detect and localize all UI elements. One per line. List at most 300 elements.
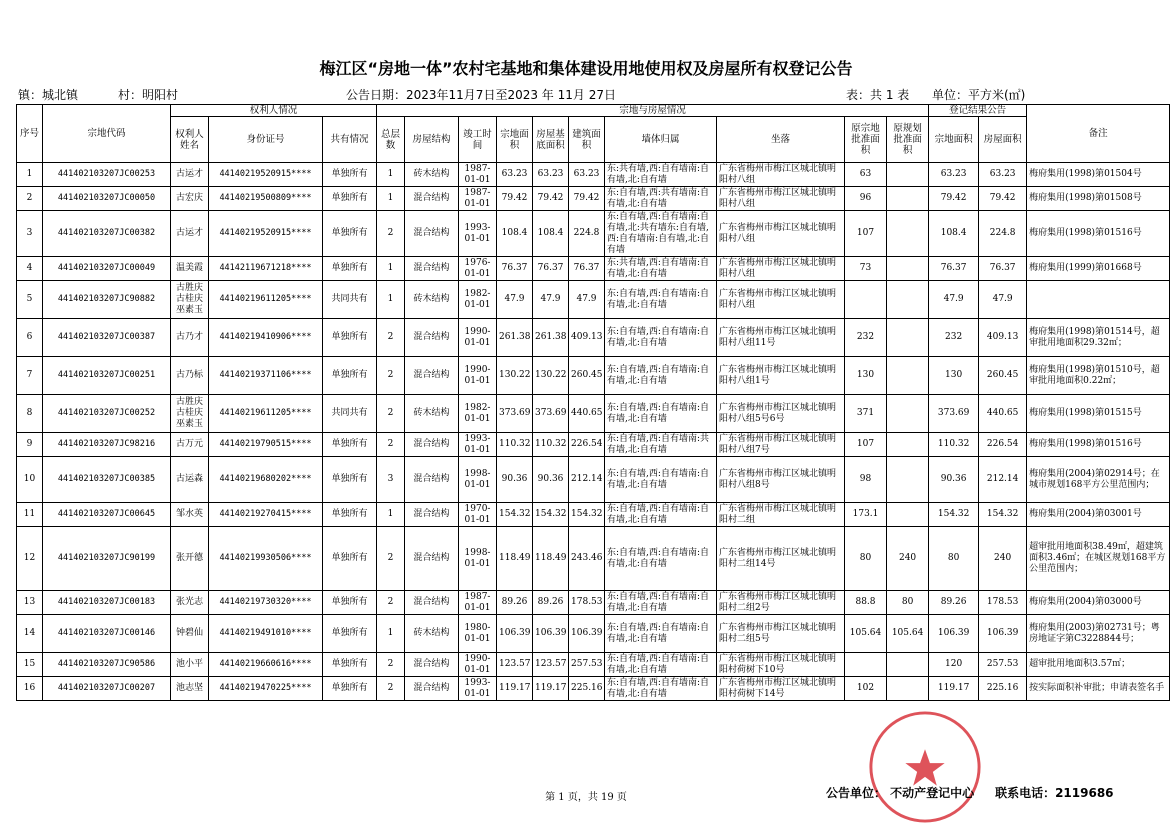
- cell-res-land: 119.17: [929, 677, 979, 701]
- cell-id: 44140219270415****: [209, 503, 323, 527]
- cell-completed: 1970-01-01: [459, 503, 497, 527]
- cell-orig-plan: [887, 653, 929, 677]
- cell-res-land: 154.32: [929, 503, 979, 527]
- cell-completed: 1990-01-01: [459, 653, 497, 677]
- cell-res-land: 373.69: [929, 395, 979, 433]
- cell-build-area: 409.13: [569, 319, 605, 357]
- cell-completed: 1976-01-01: [459, 257, 497, 281]
- cell-structure: 混合结构: [405, 211, 459, 257]
- cell-name: 张开德: [171, 527, 209, 591]
- cell-id: 44140219611205****: [209, 281, 323, 319]
- cell-floors: 2: [377, 319, 405, 357]
- header-orig-land: 原宗地批准面积: [845, 117, 887, 163]
- cell-wall: 东:共有墙,西:自有墙南:自有墙,北:自有墙: [605, 163, 717, 187]
- cell-floors: 1: [377, 257, 405, 281]
- cell-remark: 梅府集用(2004)第03000号: [1027, 591, 1170, 615]
- cell-orig-land: 173.1: [845, 503, 887, 527]
- header-result-group: 登记结果公告: [929, 105, 1027, 117]
- cell-orig-plan: [887, 395, 929, 433]
- cell-seq: 7: [17, 357, 43, 395]
- cell-floors: 2: [377, 677, 405, 701]
- table-row: [17, 257, 1170, 281]
- cell-res-land: 63.23: [929, 163, 979, 187]
- cell-build-area: 63.23: [569, 163, 605, 187]
- cell-land-area: 110.32: [497, 433, 533, 457]
- cell-floors: 2: [377, 211, 405, 257]
- header-res-house: 房屋面积: [979, 117, 1027, 163]
- cell-floors: 2: [377, 357, 405, 395]
- table-row: [17, 653, 1170, 677]
- cell-location: 广东省梅州市梅江区城北镇明阳村八组: [717, 163, 845, 187]
- cell-share: 单独所有: [323, 319, 377, 357]
- cell-res-house: 154.32: [979, 503, 1027, 527]
- cell-code: 441402103207JC00207: [43, 677, 171, 701]
- cell-orig-land: 102: [845, 677, 887, 701]
- cell-completed: 1993-01-01: [459, 433, 497, 457]
- cell-location: 广东省梅州市梅江区城北镇明阳村二组14号: [717, 527, 845, 591]
- cell-code: 441402103207JC00146: [43, 615, 171, 653]
- cell-orig-land: 88.8: [845, 591, 887, 615]
- cell-res-land: 130: [929, 357, 979, 395]
- cell-res-house: 79.42: [979, 187, 1027, 211]
- cell-orig-plan: [887, 677, 929, 701]
- header-wall: 墙体归属: [605, 117, 717, 163]
- cell-res-house: 440.65: [979, 395, 1027, 433]
- unit-label: 单位：平方米(㎡): [932, 88, 1026, 102]
- cell-remark: 梅府集用(2004)第03001号: [1027, 503, 1170, 527]
- header-rights-group: 权利人情况: [171, 105, 377, 117]
- cell-orig-plan: [887, 503, 929, 527]
- cell-floors: 1: [377, 615, 405, 653]
- header-share: 共有情况: [323, 117, 377, 163]
- cell-land-area: 154.32: [497, 503, 533, 527]
- cell-wall: 东:自有墙,西:自有墙南:自有墙,北:自有墙: [605, 503, 717, 527]
- cell-wall: 东:自有墙,西:自有墙南:自有墙,北:自有墙: [605, 319, 717, 357]
- cell-share: 单独所有: [323, 211, 377, 257]
- cell-location: 广东省梅州市梅江区城北镇明阳村八组: [717, 281, 845, 319]
- cell-base-area: 118.49: [533, 527, 569, 591]
- cell-id: 44140219371106****: [209, 357, 323, 395]
- cell-seq: 5: [17, 281, 43, 319]
- cell-orig-land: [845, 281, 887, 319]
- cell-remark: 梅府集用(2003)第02731号；粤房地证字第C3228844号；: [1027, 615, 1170, 653]
- cell-orig-land: 80: [845, 527, 887, 591]
- cell-orig-land: 107: [845, 433, 887, 457]
- cell-floors: 3: [377, 457, 405, 503]
- cell-id: 44140219470225****: [209, 677, 323, 701]
- cell-structure: 混合结构: [405, 677, 459, 701]
- table-row: [17, 319, 1170, 357]
- table-row: [17, 395, 1170, 433]
- cell-completed: 1990-01-01: [459, 357, 497, 395]
- cell-orig-plan: [887, 187, 929, 211]
- cell-remark: 按实际面积补审批；申请表签名手: [1027, 677, 1170, 701]
- header-land-area: 宗地面积: [497, 117, 533, 163]
- header-structure: 房屋结构: [405, 117, 459, 163]
- cell-remark: 超审批用地面积38.49㎡，超建筑面积3.46㎡；在城区规划168平方公里范围内；: [1027, 527, 1170, 591]
- table-row: [17, 527, 1170, 591]
- cell-name: 古乃才: [171, 319, 209, 357]
- cell-res-house: 106.39: [979, 615, 1027, 653]
- cell-orig-plan: [887, 257, 929, 281]
- cell-name: 邹水英: [171, 503, 209, 527]
- cell-base-area: 154.32: [533, 503, 569, 527]
- cell-location: 广东省梅州市梅江区城北镇明阳村八组5号6号: [717, 395, 845, 433]
- cell-location: 广东省梅州市梅江区城北镇明阳村二组5号: [717, 615, 845, 653]
- cell-location: 广东省梅州市梅江区城北镇明阳村八组7号: [717, 433, 845, 457]
- cell-name: 池志坚: [171, 677, 209, 701]
- cell-remark: 超审批用地面积3.57㎡；: [1027, 653, 1170, 677]
- cell-seq: 13: [17, 591, 43, 615]
- cell-remark: 梅府集用(1998)第01516号: [1027, 211, 1170, 257]
- cell-orig-plan: [887, 357, 929, 395]
- cell-name: 古运才: [171, 163, 209, 187]
- cell-build-area: 440.65: [569, 395, 605, 433]
- cell-orig-plan: 80: [887, 591, 929, 615]
- cell-floors: 2: [377, 591, 405, 615]
- cell-res-land: 79.42: [929, 187, 979, 211]
- cell-seq: 1: [17, 163, 43, 187]
- cell-res-land: 47.9: [929, 281, 979, 319]
- cell-res-house: 178.53: [979, 591, 1027, 615]
- cell-res-land: 120: [929, 653, 979, 677]
- cell-structure: 混合结构: [405, 457, 459, 503]
- cell-wall: 东:自有墙,西:自有墙南:自有墙,北:自有墙: [605, 357, 717, 395]
- cell-location: 广东省梅州市梅江区城北镇明阳村荷树下14号: [717, 677, 845, 701]
- cell-seq: 14: [17, 615, 43, 653]
- cell-location: 广东省梅州市梅江区城北镇明阳村八组: [717, 211, 845, 257]
- cell-code: 441402103207JC98216: [43, 433, 171, 457]
- cell-structure: 砖木结构: [405, 615, 459, 653]
- table-row: [17, 187, 1170, 211]
- cell-orig-plan: [887, 319, 929, 357]
- footer-info: [826, 784, 1114, 801]
- cell-build-area: 106.39: [569, 615, 605, 653]
- cell-base-area: 373.69: [533, 395, 569, 433]
- cell-base-area: 119.17: [533, 677, 569, 701]
- table-row: [17, 457, 1170, 503]
- cell-base-area: 130.22: [533, 357, 569, 395]
- cell-code: 441402103207JC00183: [43, 591, 171, 615]
- cell-build-area: 224.8: [569, 211, 605, 257]
- cell-res-land: 89.26: [929, 591, 979, 615]
- cell-orig-land: 232: [845, 319, 887, 357]
- cell-code: 441402103207JC90199: [43, 527, 171, 591]
- page-title: 梅江区“房地一体”农村宅基地和集体建设用地使用权及房屋所有权登记公告: [319, 59, 853, 78]
- header-id: 身份证号: [209, 117, 323, 163]
- cell-name: 古万元: [171, 433, 209, 457]
- cell-base-area: 106.39: [533, 615, 569, 653]
- cell-remark: 梅府集用(1998)第01508号: [1027, 187, 1170, 211]
- header-land-group: 宗地与房屋情况: [377, 105, 929, 117]
- cell-remark: 梅府集用(1998)第01504号: [1027, 163, 1170, 187]
- cell-orig-land: 63: [845, 163, 887, 187]
- header-floors: 总层数: [377, 117, 405, 163]
- cell-res-land: 232: [929, 319, 979, 357]
- cell-build-area: 225.16: [569, 677, 605, 701]
- header-code: 宗地代码: [43, 105, 171, 163]
- cell-completed: 1993-01-01: [459, 677, 497, 701]
- cell-completed: 1990-01-01: [459, 319, 497, 357]
- cell-res-land: 80: [929, 527, 979, 591]
- cell-res-land: 106.39: [929, 615, 979, 653]
- cell-seq: 10: [17, 457, 43, 503]
- cell-location: 广东省梅州市梅江区城北镇明阳村二组2号: [717, 591, 845, 615]
- cell-name: 古宏庆: [171, 187, 209, 211]
- cell-orig-land: 98: [845, 457, 887, 503]
- cell-wall: 东:自有墙,西:自有墙南:自有墙,北:自有墙: [605, 527, 717, 591]
- cell-name: 古运才: [171, 211, 209, 257]
- cell-remark: [1027, 281, 1170, 319]
- cell-res-house: 257.53: [979, 653, 1027, 677]
- cell-land-area: 89.26: [497, 591, 533, 615]
- header-name: 权利人姓名: [171, 117, 209, 163]
- cell-name: 池小平: [171, 653, 209, 677]
- cell-code: 441402103207JC90882: [43, 281, 171, 319]
- cell-land-area: 63.23: [497, 163, 533, 187]
- cell-build-area: 226.54: [569, 433, 605, 457]
- cell-orig-plan: [887, 433, 929, 457]
- cell-res-house: 226.54: [979, 433, 1027, 457]
- header-base-area: 房屋基底面积: [533, 117, 569, 163]
- cell-land-area: 119.17: [497, 677, 533, 701]
- cell-id: 44140219520915****: [209, 163, 323, 187]
- table-row: [17, 503, 1170, 527]
- sheet-count: 表：共 1 表: [846, 88, 910, 102]
- announcement-date: 公告日期：2023年11月7日至2023 年 11月 27日: [346, 88, 616, 102]
- cell-remark: 梅府集用(2004)第02914号；在城市规划168平方公里范围内；: [1027, 457, 1170, 503]
- table-row: [17, 211, 1170, 257]
- cell-share: 单独所有: [323, 677, 377, 701]
- table-row: [17, 281, 1170, 319]
- cell-seq: 15: [17, 653, 43, 677]
- cell-name: 古胜庆古桂庆巫素玉: [171, 395, 209, 433]
- cell-completed: 1980-01-01: [459, 615, 497, 653]
- cell-build-area: 178.53: [569, 591, 605, 615]
- cell-seq: 3: [17, 211, 43, 257]
- cell-name: 温美霞: [171, 257, 209, 281]
- cell-structure: 混合结构: [405, 187, 459, 211]
- cell-share: 单独所有: [323, 503, 377, 527]
- cell-completed: 1982-01-01: [459, 395, 497, 433]
- cell-build-area: 212.14: [569, 457, 605, 503]
- cell-code: 441402103207JC00049: [43, 257, 171, 281]
- cell-build-area: 76.37: [569, 257, 605, 281]
- cell-remark: 梅府集用(1998)第01514号，超审批用地面积29.32㎡；: [1027, 319, 1170, 357]
- cell-floors: 2: [377, 433, 405, 457]
- registration-table: [16, 104, 1170, 701]
- cell-build-area: 79.42: [569, 187, 605, 211]
- cell-wall: 东:自有墙,西:自有墙南:自有墙,北:自有墙: [605, 281, 717, 319]
- cell-name: 古运森: [171, 457, 209, 503]
- cell-structure: 混合结构: [405, 433, 459, 457]
- cell-res-land: 110.32: [929, 433, 979, 457]
- cell-code: 441402103207JC00382: [43, 211, 171, 257]
- cell-share: 单独所有: [323, 163, 377, 187]
- cell-structure: 混合结构: [405, 319, 459, 357]
- cell-res-house: 76.37: [979, 257, 1027, 281]
- cell-base-area: 63.23: [533, 163, 569, 187]
- publishing-unit: 公告单位： 不动产登记中心: [826, 786, 975, 800]
- cell-seq: 8: [17, 395, 43, 433]
- cell-share: 单独所有: [323, 615, 377, 653]
- table-row: [17, 677, 1170, 701]
- cell-res-house: 240: [979, 527, 1027, 591]
- cell-base-area: 47.9: [533, 281, 569, 319]
- cell-completed: 1987-01-01: [459, 163, 497, 187]
- cell-name: 古乃标: [171, 357, 209, 395]
- cell-id: 44140219500809****: [209, 187, 323, 211]
- cell-share: 单独所有: [323, 591, 377, 615]
- cell-wall: 东:自有墙,西:自有墙南:自有墙,北:自有墙: [605, 591, 717, 615]
- cell-build-area: 154.32: [569, 503, 605, 527]
- cell-wall: 东:自有墙,西:自有墙南:共有墙,北:自有墙: [605, 433, 717, 457]
- cell-id: 44140219930506****: [209, 527, 323, 591]
- cell-land-area: 118.49: [497, 527, 533, 591]
- cell-floors: 2: [377, 527, 405, 591]
- cell-id: 44140219790515****: [209, 433, 323, 457]
- cell-land-area: 90.36: [497, 457, 533, 503]
- cell-seq: 6: [17, 319, 43, 357]
- cell-wall: 东:自有墙,西:自有墙南:自有墙,北:自有墙: [605, 395, 717, 433]
- cell-res-house: 409.13: [979, 319, 1027, 357]
- cell-share: 共同共有: [323, 395, 377, 433]
- header-build-area: 建筑面积: [569, 117, 605, 163]
- cell-structure: 砖木结构: [405, 395, 459, 433]
- cell-land-area: 76.37: [497, 257, 533, 281]
- cell-wall: 东:自有墙,西:自有墙南:自有墙,北:共有墙东:自有墙,西:自有墙南:自有墙,北:自有墙: [605, 211, 717, 257]
- cell-orig-land: 130: [845, 357, 887, 395]
- cell-orig-plan: [887, 457, 929, 503]
- cell-structure: 混合结构: [405, 357, 459, 395]
- cell-res-house: 225.16: [979, 677, 1027, 701]
- cell-base-area: 110.32: [533, 433, 569, 457]
- cell-seq: 12: [17, 527, 43, 591]
- cell-land-area: 373.69: [497, 395, 533, 433]
- cell-share: 共同共有: [323, 281, 377, 319]
- cell-structure: 砖木结构: [405, 163, 459, 187]
- cell-structure: 混合结构: [405, 257, 459, 281]
- cell-remark: 梅府集用(1998)第01510号，超审批用地面积0.22㎡；: [1027, 357, 1170, 395]
- header-orig-plan: 原规划批准面积: [887, 117, 929, 163]
- cell-location: 广东省梅州市梅江区城北镇明阳村八组: [717, 257, 845, 281]
- cell-orig-plan: [887, 163, 929, 187]
- cell-res-house: 47.9: [979, 281, 1027, 319]
- cell-build-area: 260.45: [569, 357, 605, 395]
- cell-wall: 东:自有墙,西:自有墙南:自有墙,北:自有墙: [605, 457, 717, 503]
- cell-name: 钟碧仙: [171, 615, 209, 653]
- cell-code: 441402103207JC00050: [43, 187, 171, 211]
- cell-base-area: 79.42: [533, 187, 569, 211]
- cell-remark: 梅府集用(1998)第01515号: [1027, 395, 1170, 433]
- cell-floors: 1: [377, 281, 405, 319]
- cell-orig-land: [845, 653, 887, 677]
- cell-seq: 4: [17, 257, 43, 281]
- cell-completed: 1987-01-01: [459, 591, 497, 615]
- cell-share: 单独所有: [323, 457, 377, 503]
- cell-res-house: 260.45: [979, 357, 1027, 395]
- official-seal: [866, 708, 984, 826]
- cell-land-area: 261.38: [497, 319, 533, 357]
- cell-code: 441402103207JC00385: [43, 457, 171, 503]
- cell-build-area: 47.9: [569, 281, 605, 319]
- cell-base-area: 90.36: [533, 457, 569, 503]
- cell-wall: 东:自有墙,西:自有墙南:自有墙,北:自有墙: [605, 677, 717, 701]
- cell-orig-plan: 240: [887, 527, 929, 591]
- cell-wall: 东:自有墙,西:自有墙南:自有墙,北:自有墙: [605, 615, 717, 653]
- cell-orig-land: 73: [845, 257, 887, 281]
- contact-phone: 联系电话：2119686: [995, 786, 1114, 800]
- cell-base-area: 76.37: [533, 257, 569, 281]
- cell-orig-plan: [887, 281, 929, 319]
- cell-base-area: 108.4: [533, 211, 569, 257]
- page-number: 第 1 页，共 19 页: [545, 792, 627, 803]
- cell-id: 44140219660616****: [209, 653, 323, 677]
- town-label: 镇：城北镇: [18, 88, 79, 102]
- cell-completed: 1998-01-01: [459, 527, 497, 591]
- cell-code: 441402103207JC90586: [43, 653, 171, 677]
- cell-land-area: 123.57: [497, 653, 533, 677]
- cell-completed: 1998-01-01: [459, 457, 497, 503]
- cell-structure: 混合结构: [405, 527, 459, 591]
- cell-land-area: 108.4: [497, 211, 533, 257]
- table-row: [17, 357, 1170, 395]
- cell-seq: 2: [17, 187, 43, 211]
- cell-seq: 9: [17, 433, 43, 457]
- cell-res-land: 108.4: [929, 211, 979, 257]
- cell-completed: 1993-01-01: [459, 211, 497, 257]
- cell-base-area: 261.38: [533, 319, 569, 357]
- cell-orig-plan: [887, 211, 929, 257]
- table-row: [17, 615, 1170, 653]
- cell-share: 单独所有: [323, 187, 377, 211]
- table-row: [17, 591, 1170, 615]
- cell-location: 广东省梅州市梅江区城北镇明阳村二组: [717, 503, 845, 527]
- cell-floors: 1: [377, 187, 405, 211]
- cell-completed: 1982-01-01: [459, 281, 497, 319]
- cell-id: 44140219730320****: [209, 591, 323, 615]
- cell-id: 44140219410906****: [209, 319, 323, 357]
- cell-code: 441402103207JC00253: [43, 163, 171, 187]
- cell-res-house: 63.23: [979, 163, 1027, 187]
- cell-structure: 混合结构: [405, 653, 459, 677]
- cell-id: 44142119671218****: [209, 257, 323, 281]
- cell-orig-land: 107: [845, 211, 887, 257]
- cell-remark: 梅府集用(1999)第01668号: [1027, 257, 1170, 281]
- cell-structure: 混合结构: [405, 503, 459, 527]
- cell-location: 广东省梅州市梅江区城北镇明阳村荷树下10号: [717, 653, 845, 677]
- cell-floors: 1: [377, 163, 405, 187]
- cell-build-area: 243.46: [569, 527, 605, 591]
- header-seq: 序号: [17, 105, 43, 163]
- cell-share: 单独所有: [323, 357, 377, 395]
- cell-name: 古胜庆古桂庆巫素玉: [171, 281, 209, 319]
- cell-land-area: 106.39: [497, 615, 533, 653]
- table-row: [17, 433, 1170, 457]
- cell-share: 单独所有: [323, 527, 377, 591]
- cell-land-area: 130.22: [497, 357, 533, 395]
- cell-location: 广东省梅州市梅江区城北镇明阳村八组1号: [717, 357, 845, 395]
- cell-location: 广东省梅州市梅江区城北镇明阳村八组: [717, 187, 845, 211]
- table-row: [17, 163, 1170, 187]
- cell-floors: 1: [377, 503, 405, 527]
- header-location: 坐落: [717, 117, 845, 163]
- cell-share: 单独所有: [323, 433, 377, 457]
- cell-code: 441402103207JC00252: [43, 395, 171, 433]
- cell-id: 44140219680202****: [209, 457, 323, 503]
- cell-share: 单独所有: [323, 257, 377, 281]
- cell-code: 441402103207JC00251: [43, 357, 171, 395]
